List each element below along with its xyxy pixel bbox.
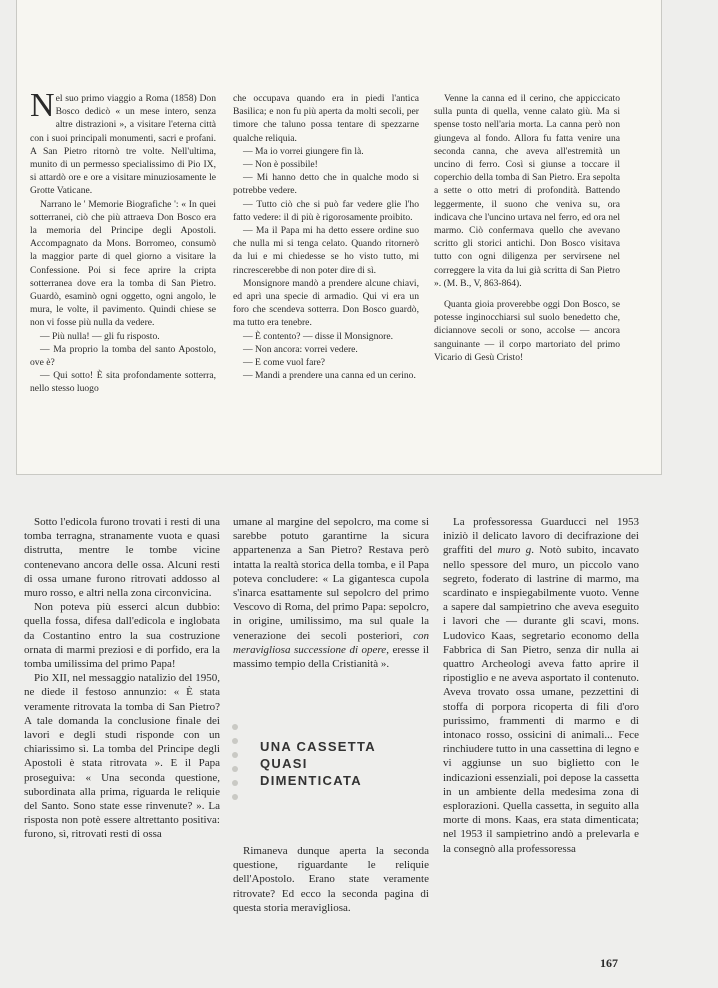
box-column-3: [434, 92, 620, 364]
paragraph: — Ma io vorrei giungere fin là.: [243, 145, 364, 157]
body-column-2: [233, 515, 429, 671]
paragraph: — E come vuol fare?: [243, 357, 326, 369]
paragraph: — Più nulla! — gli fu risposto.: [40, 330, 160, 342]
bullet-dot: [232, 794, 238, 800]
italic-phrase: muro g: [497, 544, 532, 557]
bullet-dot: [232, 724, 238, 730]
paragraph: Venne la canna ed il cerino, che appiccicato sulla punta di quella, venne calato giù. Ma si spense tosto nell'aria morta. La canna però non giungeva al fondo. Allora fu fatta venire una seconda canna, che aveva all'estremità un uncino di ferro. Così si giunse a toccare il coperchio della tomba di San Pietro. Era sepolta a sette o otto metri di profondità. Battendo leggermente, il suono che veniva su, ora indicava che l'uncino urtava nel ferro, ed ora nel marmo. Ciò confermava quello che avevano scritto gli storici antichi. Don Bosco visitava tutto con ogni diligenza per servirsene nel correggere la vita da lui già scritta di San Pietro ». (M. B., V, 863-864).: [434, 93, 620, 289]
paragraph: — Mi hanno detto che in qualche modo si potrebbe vedere.: [233, 172, 419, 197]
paragraph: — Tutto ciò che si può far vedere glie l'ho fatto vedere: il di più è rigorosamente proibito.: [233, 198, 419, 223]
bullet-dot: [232, 738, 238, 744]
paragraph: — Ma proprio la tomba del santo Apostolo, ove è?: [30, 343, 216, 369]
paragraph: Quanta gioia proverebbe oggi Don Bosco, se potesse inginocchiarsi sul suolo benedetto che, diciannove secoli or sono, accolse — ancora sanguinante — il corpo martoriato del primo Vicario di Gesù Cristo!: [434, 299, 620, 363]
paragraph: Pio XII, nel messaggio natalizio del 1950, ne diede il festoso annunzio: « È stata veramente ritrovata la tomba di San Pietro? A tale domanda la conclusione finale dei lavori e degli studi risponde con un chiarissimo sì. La tomba del Principe degli Apostoli è stata ritrovata ». E il Papa proseguiva: « Una seconda questione, subordinata alla prima, riguarda le reliquie del Santo. Sono state esse rinvenute? ». La risposta non potè essere altrettanto positiva: furono, sì, ritrovati resti di ossa: [24, 672, 220, 841]
paragraph: — Mandi a prendere una canna ed un cerino.: [243, 370, 416, 382]
paragraph: — Non è possibile!: [243, 159, 318, 171]
paragraph: Narrano le ' Memorie Biografiche ': « In quei sotterranei, ciò che più attraeva Don Bosco era la memoria del Principe degli Apostoli. Accompagnato da Mons. Borromeo, consumò la maggior parte di quel giorno a visitare la Confessione. Poi si fece aprire la cripta sotterranea dove era la tomba di San Pietro. Guardò, esaminò ogni oggetto, ogni angolo, le mura, le volte, il pavimento. Quindi chiese se non vi fosse più nulla da vedere.: [30, 198, 216, 329]
paragraph: el suo primo viaggio a Roma (1858) Don Bosco dedicò « un mese intero, senza altre distrazioni », a visitare l'eterna città con i suoi principali monumenti, sacri e profani. A San Pietro ritornò tre volte. Nell'ultima, munito di un permesso specialissimo di Pio IX, si attardò ore e ore a visitare minuziosamente le Grotte Vaticane.: [30, 93, 216, 197]
paragraph: — Ma il Papa mi ha detto essere ordine suo che nulla mi si tenga celato. Quando ritornerò da lui e mi chiedesse se ho visto tutto, mi rincrescerebbe di non poter dire di sì.: [233, 225, 419, 276]
bullet-dot: [232, 766, 238, 772]
paragraph: — Non ancora: vorrei vedere.: [243, 343, 358, 355]
section-title-line: QUASI: [260, 756, 308, 771]
paragraph-text: umane al margine del sepolcro, ma come si sarebbe potuto garantirne la sicura appartenenza a San Pietro? Restava però intatta la realtà storica della tomba, e il Papa poteva concludere: « La gigantesca cupola s'inarca esattamente sul sepolcro del primo Vescovo di Roma, del primo Papa: sepolcro, in origine, umilissimo, ma sul quale la venerazione dei secoli posteriori,: [233, 516, 429, 642]
box-column-2: [233, 92, 419, 382]
paragraph: Rimaneva dunque aperta la seconda questione, riguardante le reliquie dell'Apostolo. Erano state veramente ritrovate? Ed ecco la seconda pagina di questa storia meravigliosa.: [233, 845, 429, 914]
paragraph: — Qui sotto! È sita profondamente sotterra, nello stesso luogo: [30, 370, 216, 395]
paragraph: Non poteva più esserci alcun dubbio: quella fossa, difesa dall'edicola e inglobata da Costantino entro la sua costruzione ornata di marmi preziosi e di porfido, era la tomba umilissima del primo Papa!: [24, 601, 220, 671]
italic-phrase: con meravigliosa successione di opere: [233, 629, 429, 656]
section-title-line: DIMENTICATA: [260, 773, 362, 788]
paragraph-text: La professoressa Guarducci nel 1953 iniziò il delicato lavoro di decifrazione dei graffiti del: [443, 516, 639, 557]
paragraph: Monsignore mandò a prendere alcune chiavi, ed aprì una specie di armadio. Qui vi era un foro che scendeva sotterra. Don Bosco guardò, ma tutto era tenebre.: [233, 277, 419, 329]
paragraph: che occupava quando era in piedi l'antica Basilica; e non fu più aperta da molti secoli, per timore che taluno possa tentare di spezzarne qualche reliquia.: [233, 93, 419, 144]
paragraph: Sotto l'edicola furono trovati i resti di una tomba terragna, stranamente vuota e quasi distrutta, mentre le tombe vicine contenevano ancora delle ossa. Alcuni resti di ossa umane furono ritrovati addosso al muro rosso, e altri nella zona circonvicina.: [24, 516, 220, 600]
body-column-3: [443, 515, 639, 856]
body-column-1: [24, 515, 220, 842]
paragraph: — È contento? — disse il Monsignore.: [243, 330, 394, 342]
heading-dots: [232, 724, 240, 808]
bullet-dot: [232, 780, 238, 786]
paragraph-text: , eresse il massimo tempio della Cristianità ».: [233, 643, 430, 671]
box-column-1: [30, 87, 216, 396]
body-column-2-continued: [233, 844, 429, 915]
section-title: [260, 738, 376, 789]
paragraph-text: . Notò subito, incavato nello spessore del muro, un piccolo vano segreto, foderato di lastrine di marmo, ma scardinato e inspiegabilmente vuoto. Venne a sapere dal sampietrino che aveva eseguito i lavori che — durante gli scavi, mons. Ludovico Kaas, segretario economo della Fabbrica di San Pietro, senza dir nulla ai quattro Archeologi aveva fatto aprire il ripostiglio e ne aveva asportato il contenuto. Aveva trovato ossa umane, pezzettini di stoffa di porpora ricoperta di fili d'oro purissimo, frammenti di marmo e di intonaco rosso, ossicini di animali... Fece rinchiudere tutto in una cassettina di legno e vi aggiunse un suo biglietto con le indicazioni essenziali, poi depose la cassetta in un ambiente della medesima zona di esplorazioni. Quella cassetta, in seguito alla morte di mons. Kaas, era stata dimenticata; nel 1953 il sampietrino andò a prelevarla e la consegnò alla professoressa: [443, 544, 640, 855]
drop-cap: N: [30, 87, 55, 124]
page-number: 167: [600, 956, 618, 970]
bullet-dot: [232, 752, 238, 758]
section-title-line: UNA CASSETTA: [260, 739, 376, 754]
